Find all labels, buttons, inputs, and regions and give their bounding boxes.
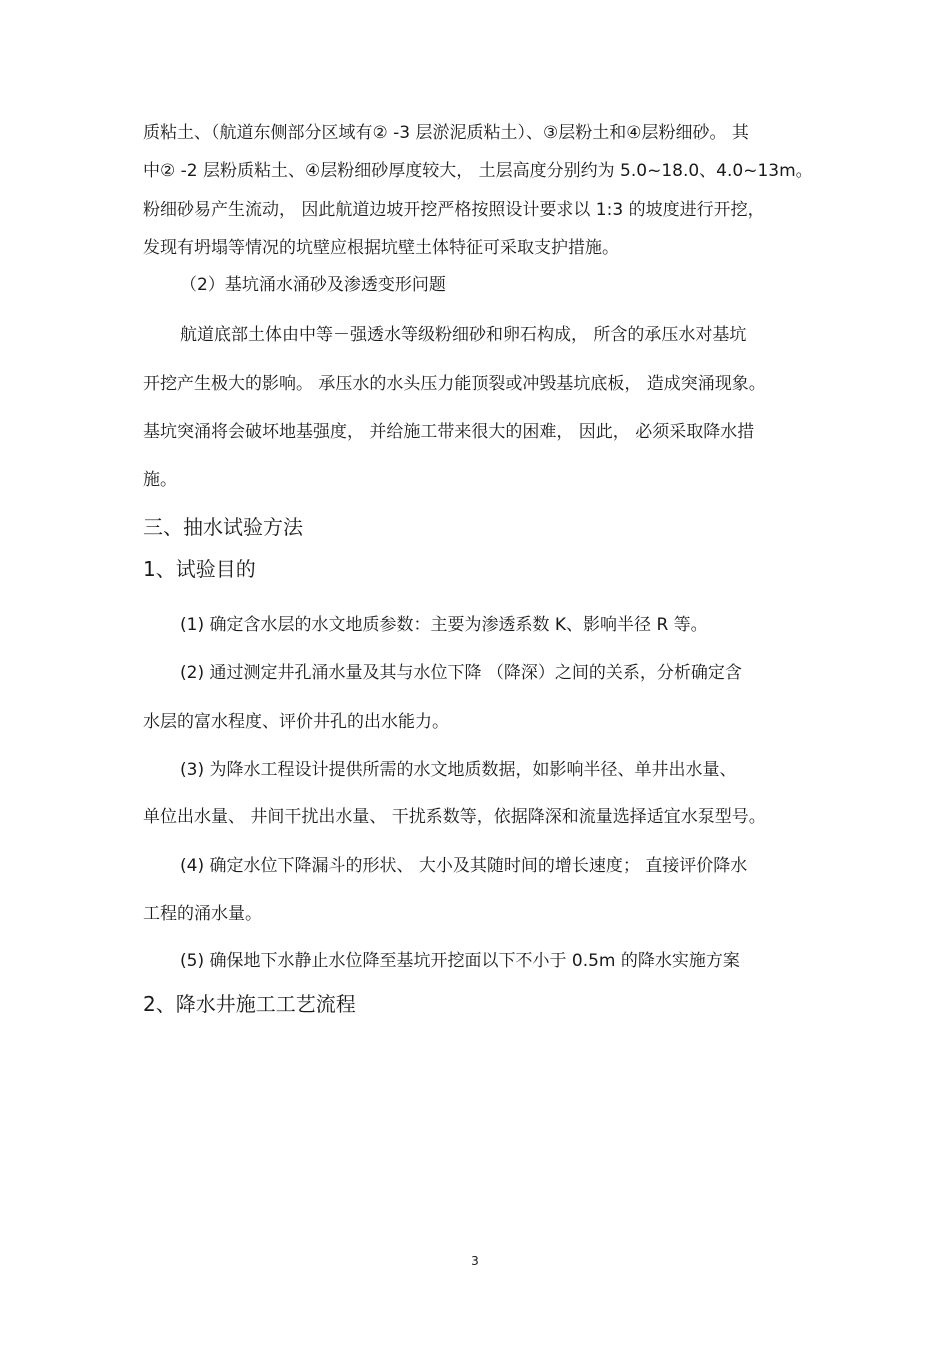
body-text-line: 航道底部土体由中等－强透水等级粉细砂和卵石构成， 所含的承压水对基坑 — [180, 325, 747, 345]
body-text-line: 开挖产生极大的影响。 承压水的水头压力能顶裂或冲毁基坑底板， 造成突涌现象。 — [143, 374, 766, 394]
item-heading: 2、降水井施工工艺流程 — [143, 992, 356, 1016]
list-item-continuation: 水层的富水程度、评价井孔的出水能力。 — [143, 712, 449, 732]
list-item: (4) 确定水位下降漏斗的形状、 大小及其随时间的增长速度； 直接评价降水 — [180, 856, 748, 876]
section-heading: 三、抽水试验方法 — [143, 515, 303, 539]
body-text-line: 发现有坍塌等情况的坑壁应根据坑壁土体特征可采取支护措施。 — [143, 238, 619, 258]
body-text-line: 质粘土、（航道东侧部分区域有② -3 层淤泥质粘土）、③层粉土和④层粉细砂。 其 — [143, 123, 749, 143]
list-item: (1) 确定含水层的水文地质参数：主要为渗透系数 K、影响半径 R 等。 — [180, 615, 708, 635]
body-text-line: 基坑突涌将会破坏地基强度， 并给施工带来很大的困难， 因此， 必须采取降水措 — [143, 422, 755, 442]
subsection-title: （2）基坑涌水涌砂及渗透变形问题 — [180, 275, 446, 295]
list-item-continuation: 单位出水量、 井间干扰出水量、 干扰系数等，依据降深和流量选择适宜水泵型号。 — [143, 807, 766, 827]
body-text-line: 中② -2 层粉质粘土、④层粉细砂厚度较大， 土层高度分别约为 5.0~18.0、4.0~13m。 — [143, 161, 813, 181]
list-item: (2) 通过测定井孔涌水量及其与水位下降 （降深）之间的关系，分析确定含 — [180, 663, 742, 683]
list-item: (5) 确保地下水静止水位降至基坑开挖面以下不小于 0.5m 的降水实施方案 — [180, 951, 740, 971]
list-item-continuation: 工程的涌水量。 — [143, 904, 262, 924]
body-text-line: 施。 — [143, 470, 177, 490]
item-heading: 1、试验目的 — [143, 557, 256, 581]
body-text-line: 粉细砂易产生流动， 因此航道边坡开挖严格按照设计要求以 1:3 的坡度进行开挖， — [143, 200, 765, 220]
list-item: (3) 为降水工程设计提供所需的水文地质数据，如影响半径、单井出水量、 — [180, 760, 737, 780]
page-number: 3 — [471, 1254, 479, 1268]
